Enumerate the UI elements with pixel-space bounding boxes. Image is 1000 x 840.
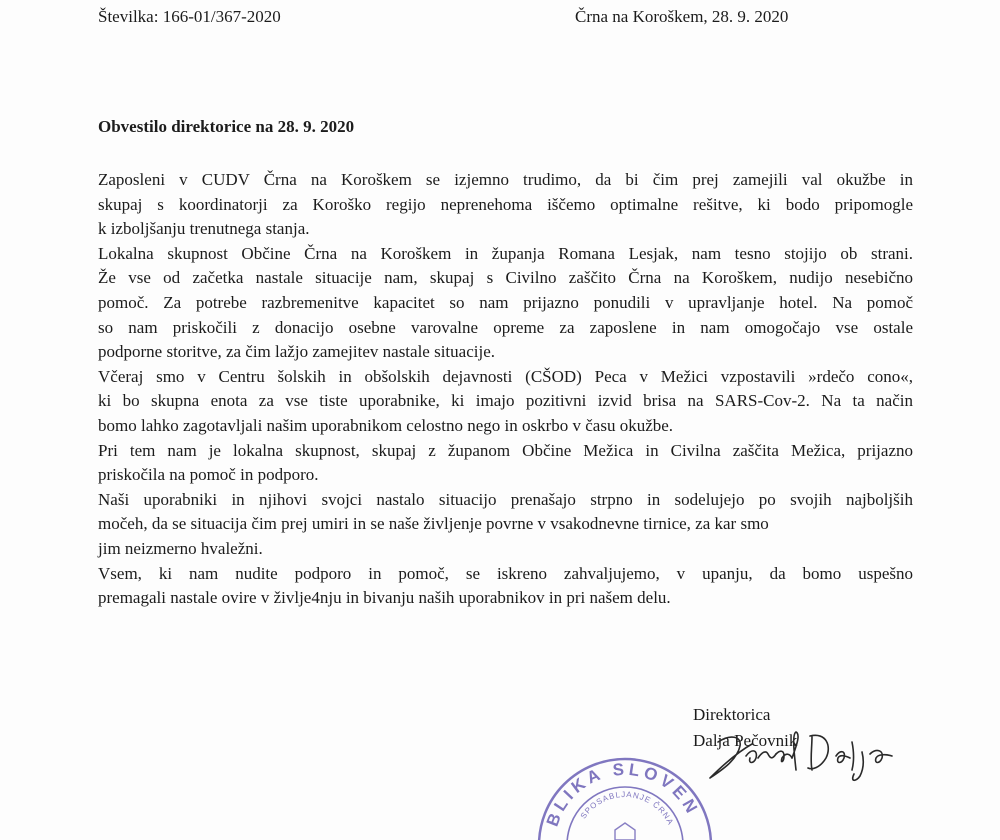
body-line: k izboljšanju trenutnega stanja.	[98, 219, 310, 239]
body-line: so nam priskočili z donacijo osebne varovalne opreme za zaposlene in nam omogočajo vse ostale	[98, 317, 913, 337]
signatory-role: Direktorica	[693, 705, 771, 724]
signatory-name: Dalja Pečovnik	[693, 731, 798, 750]
handwritten-signature	[700, 712, 910, 787]
body-line: Včeraj smo v Centru šolskih in obšolskih dejavnosti (CŠOD) Peca v Mežici vzpostavili »rdečo cono«,	[98, 366, 913, 386]
body-line: skupaj s koordinatorji za Koroško regijo neprenehoma iščemo optimalne rešitve, ki bodo pripomogle	[98, 194, 913, 214]
body-line: podporne storitve, za čim lažjo zamejitev nastale situacije.	[98, 342, 495, 362]
body-line: močeh, da se situacija čim prej umiri in se naše življenje povrne v vsakodnevne tirnice, za kar smo	[98, 514, 769, 534]
body-line: Pri tem nam je lokalna skupnost, skupaj z županom Občine Mežica in Civilna zaščita Mežica, prijazno	[98, 440, 913, 460]
body-line: Vsem, ki nam nudite podporo in pomoč, se iskreno zahvaljujemo, v upanju, da bomo uspešno	[98, 563, 913, 583]
body-line: Že vse od začetka nastale situacije nam, skupaj s Civilno zaščito Črna na Koroškem, nudijo nesebično	[98, 268, 913, 288]
body-line: premagali nastale ovire v življe4nju in bivanju naših uporabnikov in pri našem delu.	[98, 588, 671, 608]
body-line: priskočila na pomoč in podporo.	[98, 465, 319, 485]
body-line: pomoč. Za potrebe razbremenitve kapacitet so nam prijazno ponudili v upravljanje hotel. Na pomoč	[98, 292, 913, 312]
body-line: Zaposleni v CUDV Črna na Koroškem se izjemno trudimo, da bi čim prej zamejili val okužbe in	[98, 170, 913, 189]
body-text	[98, 168, 913, 611]
body-line: Lokalna skupnost Občine Črna na Koroškem in županja Romana Lesjak, nam tesno stojijo ob strani.	[98, 243, 913, 263]
place-date: Črna na Koroškem, 28. 9. 2020	[575, 7, 789, 26]
stamp-inner-text: SPOSABLJANJE ČRNA	[578, 789, 676, 827]
body-line: bomo lahko zagotavljali našim uporabnikom celostno nego in oskrbo v času okužbe.	[98, 415, 674, 435]
reference-number: Številka: 166-01/367-2020	[98, 7, 281, 26]
official-stamp	[535, 745, 715, 840]
body-line: Naši uporabniki in njihovi svojci nastalo situacijo prenašajo strpno in sodelujejo po svojih najboljših	[98, 489, 913, 509]
body-line: ki bo skupna enota za vse tiste uporabnike, ki imajo pozitivni izvid brisa na SARS-Cov-2. Na ta način	[98, 391, 913, 411]
svg-text:SPOSABLJANJE ČRNA	[579, 790, 676, 827]
document-title: Obvestilo direktorice na 28. 9. 2020	[98, 117, 355, 136]
stamp-ring-text: BLIKA SLOVEN	[542, 759, 703, 829]
body-line: jim neizmerno hvaležni.	[98, 538, 263, 558]
